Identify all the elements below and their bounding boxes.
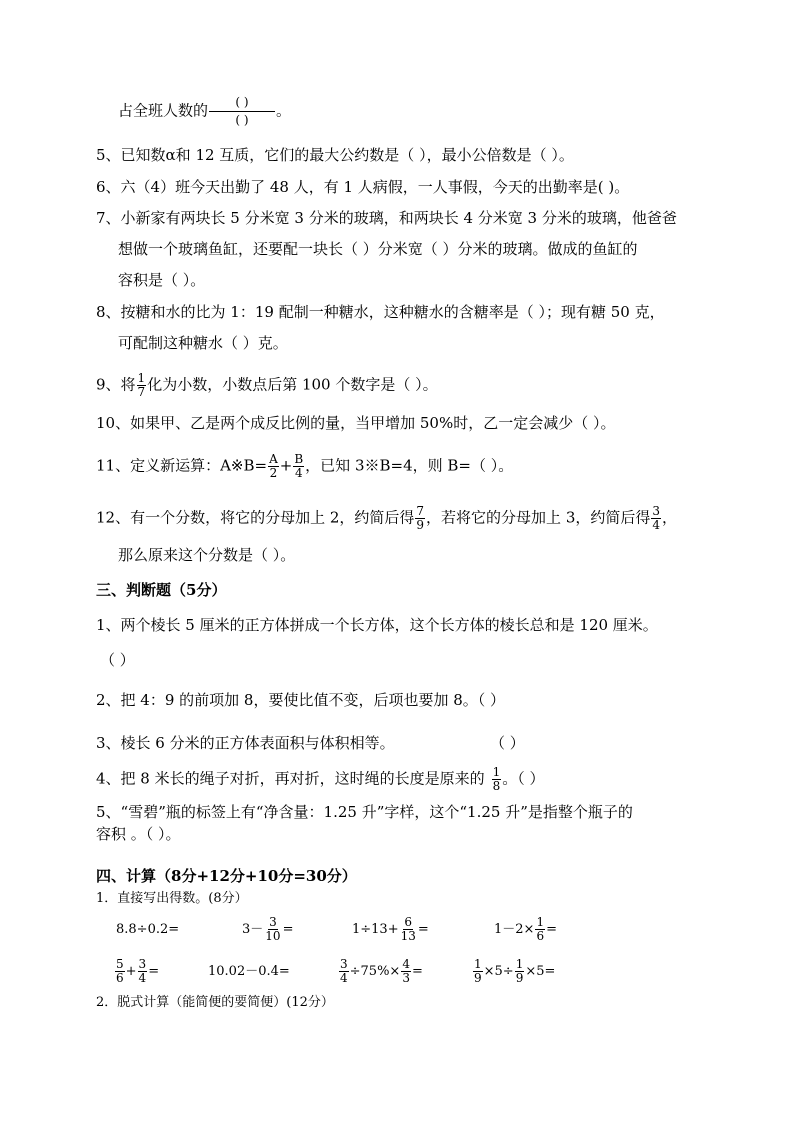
question-7-line-1: 7、小新家有两块长 5 分米宽 3 分米的玻璃，和两块长 4 分米宽 3 分米的玻璃，他爸爸 <box>96 209 677 227</box>
q9-denominator: 7 <box>137 385 146 399</box>
calc-8-b-numerator: 1 <box>515 957 524 971</box>
calc-7-b-numerator: 4 <box>402 957 410 971</box>
question-5: 5、已知数α和 12 互质，它们的最大公约数是（ ），最小公倍数是（ ）。 <box>96 146 574 164</box>
blank-numerator: ( ) <box>209 96 275 112</box>
calc-8-a-numerator: 1 <box>474 957 482 971</box>
q12-mid: ，若将它的分母加上 3，约简后得 <box>426 508 651 527</box>
calc-4-denominator: 6 <box>536 929 545 943</box>
calc-2-denominator: 10 <box>265 929 281 943</box>
calc-8-b-denominator: 9 <box>515 971 524 985</box>
question-8-line-1: 8、按糖和水的比为 1：19 配制一种糖水，这种糖水的含糖率是（ ）；现有糖 50 克， <box>96 303 665 321</box>
judge-4-suffix: 。（ ） <box>502 769 545 788</box>
calc-3-numerator: 6 <box>404 915 413 929</box>
judge-4 <box>96 766 545 793</box>
calc-sub-1: 1．直接写出得数。(8分） <box>96 891 248 906</box>
calc-5-equals: = <box>148 964 160 979</box>
question-7-line-2: 想做一个玻璃鱼缸，还要配一块长（ ）分米宽（ ）分米的玻璃。做成的鱼缸的 <box>118 240 638 258</box>
question-8-line-2: 可配制这种糖水（ ）克。 <box>118 334 288 352</box>
question-10: 10、如果甲、乙是两个成反比例的量，当甲增加 50%时，乙一定会减少（ ）。 <box>96 414 616 432</box>
q12-b-numerator: 3 <box>652 504 661 518</box>
section-3-title: 三、判断题（5分） <box>96 581 227 599</box>
q12-fraction-a <box>415 505 425 532</box>
calc-2-equals: = <box>282 922 294 937</box>
q12-a-numerator: 7 <box>416 504 425 518</box>
calc-8-equals: ×5= <box>525 964 556 979</box>
blank-denominator: ( ) <box>235 113 249 127</box>
calc-5 <box>114 958 159 985</box>
q4-tail-line <box>118 96 291 127</box>
judge-4-prefix: 4、把 8 米长的绳子对折，再对折，这时绳的长度是原来的 <box>96 769 485 788</box>
calc-2-numerator: 3 <box>269 915 277 929</box>
q11-a-numerator: A <box>269 452 278 466</box>
q11-plus: + <box>279 456 293 475</box>
judge-4-denominator: 8 <box>492 779 501 793</box>
question-7-line-3: 容积是（ ）。 <box>118 271 206 289</box>
q11-b-numerator: B <box>294 452 304 466</box>
calc-5-a-numerator: 5 <box>116 957 124 971</box>
judge-1-paren: （ ） <box>100 651 135 669</box>
q12-a-denominator: 9 <box>416 518 425 532</box>
calc-7-equals: = <box>411 964 423 979</box>
calc-8-a-denominator: 9 <box>474 971 482 985</box>
judge-2: 2、把 4：9 的前项加 8，要使比值不变，后项也要加 8。（ ） <box>96 691 506 709</box>
q12-end: ， <box>662 508 678 527</box>
q9-suffix: 化为小数，小数点后第 100 个数字是（ ）。 <box>147 375 438 394</box>
calc-7-b-denominator: 3 <box>402 971 410 985</box>
calc-5-b-denominator: 4 <box>138 971 147 985</box>
judge-3-paren: （ ） <box>490 734 525 752</box>
q9-numerator: 1 <box>137 371 146 385</box>
section-4-title: 四、计算（8分+12分+10分=30分） <box>96 867 357 885</box>
q11-a-denominator: 2 <box>269 466 278 480</box>
q11-fraction-a <box>268 453 279 480</box>
calc-5-fraction-b <box>138 958 148 985</box>
calc-sub-2: 2．脱式计算（能简便的要简便）(12分） <box>96 995 334 1010</box>
q9-fraction <box>137 372 147 399</box>
calc-5-plus: + <box>125 964 137 979</box>
q11-fraction-b <box>293 453 304 480</box>
question-12-line-2: 那么原来这个分数是（ ）。 <box>118 546 296 564</box>
calc-7-fraction-b <box>401 958 411 985</box>
calc-3 <box>352 916 429 943</box>
q11-suffix: ，已知 3※B=4，则 B=（ ）。 <box>305 456 514 475</box>
question-11 <box>96 453 513 480</box>
calc-3-equals: = <box>417 922 429 937</box>
calc-8-fraction-a <box>473 958 483 985</box>
calc-2 <box>242 916 293 943</box>
judge-4-fraction <box>492 766 502 793</box>
calc-4 <box>494 916 557 943</box>
calc-3-prefix: 1÷13+ <box>352 922 399 937</box>
calc-5-a-denominator: 6 <box>116 971 124 985</box>
calc-3-denominator: 13 <box>400 929 416 943</box>
judge-5-line-1: 5、“雪碧”瓶的标签上有“净含量：1.25 升”字样，这个“1.25 升”是指整个瓶子的 <box>96 803 633 821</box>
q12-b-denominator: 4 <box>652 518 661 532</box>
calc-3-fraction <box>400 916 417 943</box>
calc-2-fraction <box>264 916 281 943</box>
calc-7-a-denominator: 4 <box>340 971 348 985</box>
calc-8-mid: ×5÷ <box>483 964 514 979</box>
judge-4-numerator: 1 <box>492 765 501 779</box>
calc-1: 8.8÷0.2= <box>116 922 180 937</box>
calc-5-b-numerator: 3 <box>138 957 147 971</box>
q11-prefix: 11、定义新运算：A※B= <box>96 456 268 475</box>
calc-8 <box>472 958 555 985</box>
calc-2-prefix: 3－ <box>242 922 264 937</box>
q4-tail-suffix: 。 <box>276 101 292 120</box>
calc-4-prefix: 1－2× <box>494 922 535 937</box>
calc-7 <box>338 958 423 985</box>
calc-8-fraction-b <box>515 958 525 985</box>
judge-5-line-2: 容积 。（ ）。 <box>96 825 181 843</box>
calc-4-equals: = <box>546 922 557 937</box>
calc-4-numerator: 1 <box>536 915 545 929</box>
calc-6: 10.02－0.4= <box>208 964 290 979</box>
judge-3: 3、棱长 6 分米的正方体表面积与体积相等。 <box>96 734 395 752</box>
calc-7-a-numerator: 3 <box>340 957 348 971</box>
question-12-line-1 <box>96 505 677 532</box>
calc-7-fraction-a <box>339 958 349 985</box>
blank-fraction <box>209 96 275 127</box>
calc-5-fraction-a <box>115 958 125 985</box>
q9-prefix: 9、将 <box>96 375 136 394</box>
q11-b-denominator: 4 <box>294 466 303 480</box>
calc-4-fraction <box>535 916 545 943</box>
question-9 <box>96 372 438 399</box>
q12-prefix: 12、有一个分数，将它的分母加上 2，约简后得 <box>96 508 415 527</box>
calc-7-mid: ÷75%× <box>349 964 401 979</box>
question-6: 6、六（4）班今天出勤了 48 人，有 1 人病假，一人事假，今天的出勤率是( )。 <box>96 178 630 196</box>
judge-1: 1、两个棱长 5 厘米的正方体拼成一个长方体，这个长方体的棱长总和是 120 厘米。 <box>96 616 658 634</box>
q4-tail-prefix: 占全班人数的 <box>118 101 209 120</box>
q12-fraction-b <box>651 505 661 532</box>
